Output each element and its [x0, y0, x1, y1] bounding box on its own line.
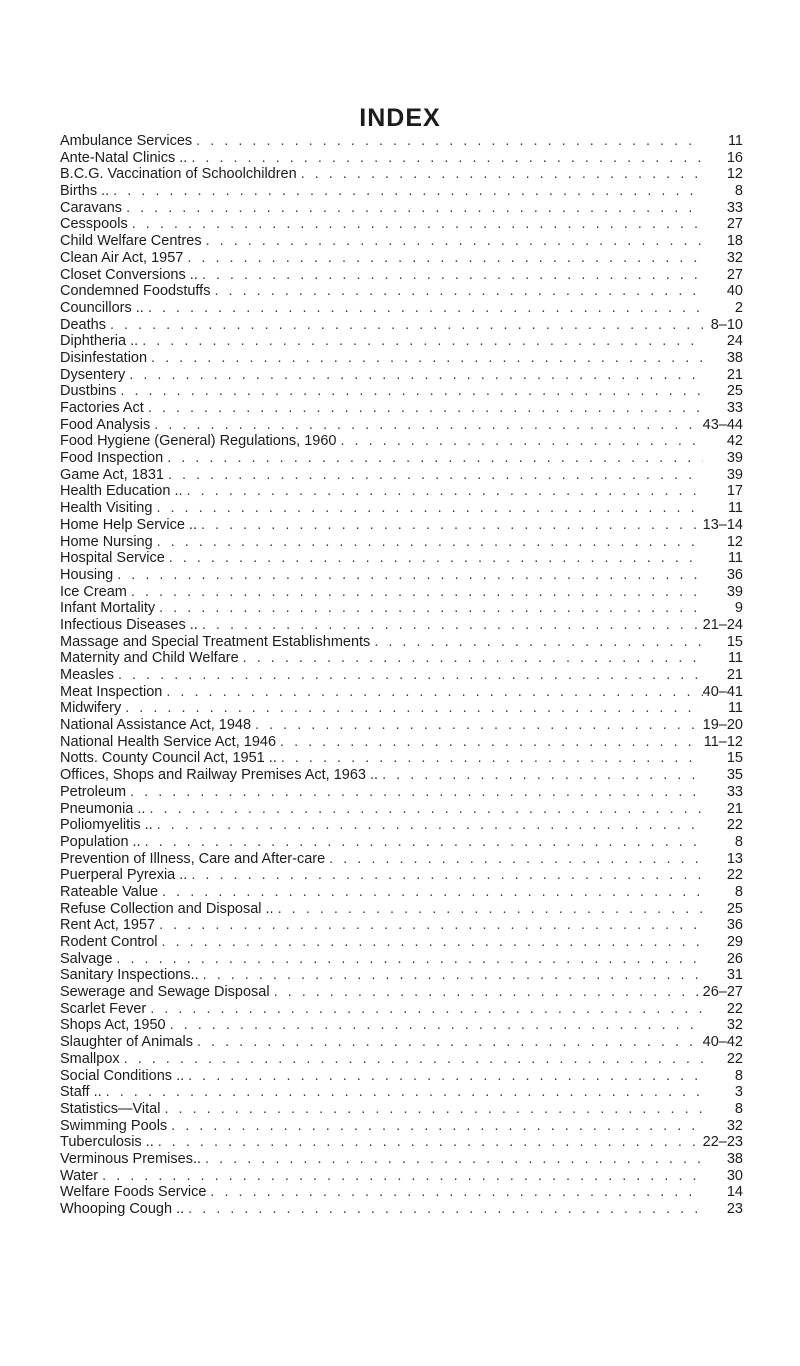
index-entry — [60, 233, 743, 250]
index-entry-page: 12 — [726, 166, 743, 183]
dot-leader — [109, 183, 703, 200]
index-entry-label: Whooping Cough .. — [60, 1201, 185, 1217]
index-entry-label: Child Welfare Centres — [60, 233, 202, 250]
dot-leader — [197, 517, 703, 534]
index-entry — [60, 400, 743, 417]
dot-leader — [210, 283, 703, 300]
index-entry-page: 32 — [726, 249, 743, 266]
index-entry — [60, 700, 743, 717]
index-entry — [60, 750, 743, 767]
index-entry-label: Measles — [60, 667, 114, 683]
index-entry — [60, 917, 743, 934]
index-entry-page: 22 — [726, 867, 743, 884]
index-entry-page: 22 — [726, 1000, 743, 1017]
index-entry-label: Food Inspection — [60, 450, 164, 467]
dot-leader — [193, 1034, 703, 1051]
dot-leader — [370, 634, 703, 651]
index-entry-label: Home Help Service .. — [60, 516, 197, 533]
index-entry-label: Shops Act, 1950 — [60, 1017, 166, 1034]
index-entry-page: 24 — [726, 333, 743, 350]
dot-leader — [198, 617, 703, 634]
index-entry — [60, 834, 743, 851]
dot-leader — [183, 483, 703, 500]
index-entry-label: Condemned Foodstuffs — [60, 283, 211, 300]
index-entry-label: Home Nursing — [60, 533, 153, 550]
dot-leader — [154, 1134, 703, 1151]
index-entry-label: Swimming Pools — [60, 1117, 168, 1134]
index-entry-label: Ambulance Services — [60, 133, 193, 149]
index-entry — [60, 667, 743, 684]
index-entry — [60, 1201, 743, 1218]
index-entry — [60, 534, 743, 551]
index-entry — [60, 517, 743, 534]
index-entry — [60, 967, 743, 984]
index-entry — [60, 500, 743, 517]
dot-leader — [120, 1051, 703, 1068]
index-entry-label: Maternity and Child Welfare — [60, 650, 239, 667]
index-entry-label: Infant Mortality — [60, 600, 156, 617]
index-entry — [60, 467, 743, 484]
index-entry-label: Notts. County Council Act, 1951 .. — [60, 750, 277, 767]
index-entry-page: 11 — [727, 550, 743, 567]
index-entry — [60, 884, 743, 901]
index-entry-page: 38 — [726, 1150, 743, 1167]
dot-leader — [199, 967, 703, 984]
index-entry-page: 15 — [726, 633, 743, 650]
index-entry-page: 39 — [726, 583, 743, 600]
index-entry-page: 33 — [726, 199, 743, 216]
index-entry-label: Rodent Control — [60, 934, 158, 950]
index-entry — [60, 200, 743, 217]
index-entry — [60, 433, 743, 450]
dot-leader — [165, 550, 703, 567]
index-entry-label: Water — [60, 1167, 99, 1184]
index-entry-label: Closet Conversions .. — [60, 266, 198, 283]
dot-leader — [336, 433, 703, 450]
index-entry — [60, 1034, 743, 1051]
index-entry — [60, 784, 743, 801]
index-entry — [60, 951, 743, 968]
dot-leader — [378, 767, 703, 784]
dot-leader — [206, 1184, 703, 1201]
dot-leader — [276, 734, 703, 751]
index-entry-label: Staff .. — [60, 1084, 102, 1101]
index-entry — [60, 1134, 743, 1151]
dot-leader — [251, 717, 703, 734]
index-entry-label: Social Conditions .. — [60, 1067, 185, 1084]
index-entry — [60, 1168, 743, 1185]
dot-leader — [325, 851, 703, 868]
index-entry — [60, 317, 743, 334]
dot-leader — [138, 333, 703, 350]
dot-leader — [155, 917, 703, 934]
index-entry-label: Councillors .. — [60, 299, 144, 316]
index-entry-page: 27 — [726, 216, 743, 233]
dot-leader — [183, 250, 703, 267]
index-entry — [60, 1084, 743, 1101]
index-entry-page: 22–23 — [702, 1134, 743, 1151]
index-entry-page: 8 — [734, 883, 743, 900]
index-entry-page: 26 — [726, 950, 743, 967]
index-entry-page: 8–10 — [710, 316, 743, 333]
index-entry — [60, 1001, 743, 1018]
index-entry-page: 21–24 — [702, 616, 743, 633]
index-entry — [60, 717, 743, 734]
index-entry-page: 11 — [727, 700, 743, 717]
index-entry-page: 36 — [726, 917, 743, 934]
index-entry-page: 40–41 — [702, 683, 743, 700]
index-entry — [60, 934, 743, 951]
index-entry-page: 22 — [726, 1050, 743, 1067]
dot-leader — [147, 350, 703, 367]
index-entry-label: Births .. — [60, 183, 110, 200]
index-entry-label: Deaths — [60, 316, 106, 333]
dot-leader — [150, 417, 702, 434]
index-entry-label: Infectious Diseases .. — [60, 616, 198, 633]
dot-leader — [187, 150, 703, 167]
index-entry-label: Clean Air Act, 1957 — [60, 249, 184, 266]
index-entry-label: Petroleum — [60, 783, 127, 800]
index-entry — [60, 901, 743, 918]
index-entry — [60, 483, 743, 500]
index-entry — [60, 684, 743, 701]
dot-leader — [126, 784, 703, 801]
index-entry-page: 32 — [726, 1017, 743, 1034]
index-entry — [60, 634, 743, 651]
index-entry — [60, 734, 743, 751]
dot-leader — [239, 650, 703, 667]
index-entry-label: Pneumonia .. — [60, 800, 146, 817]
dot-leader — [198, 267, 703, 284]
dot-leader — [98, 1168, 703, 1185]
index-entry-page: 19–20 — [702, 717, 743, 734]
dot-leader — [153, 817, 703, 834]
index-entry-label: Dysentery — [60, 366, 126, 383]
index-entry — [60, 817, 743, 834]
index-entry-page: 33 — [726, 400, 743, 416]
dot-leader — [125, 367, 703, 384]
index-entry — [60, 617, 743, 634]
index-entry — [60, 166, 743, 183]
dot-leader — [127, 584, 703, 601]
index-entry-label: Puerperal Pyrexia .. — [60, 867, 188, 884]
dot-leader — [102, 1084, 703, 1101]
index-entry-label: Sanitary Inspections.. — [60, 967, 199, 984]
index-entry-label: National Assistance Act, 1948 — [60, 717, 252, 734]
index-entry-page: 35 — [726, 767, 743, 784]
index-entry — [60, 350, 743, 367]
index-entry-label: Sewerage and Sewage Disposal — [60, 984, 270, 1001]
index-entry — [60, 600, 743, 617]
dot-leader — [146, 1001, 703, 1018]
index-entry-label: Dustbins — [60, 383, 117, 400]
index-entry-page: 12 — [726, 533, 743, 550]
index-entry — [60, 283, 743, 300]
dot-leader — [152, 500, 703, 517]
index-entry — [60, 851, 743, 868]
index-entry — [60, 450, 743, 467]
index-entry — [60, 183, 743, 200]
index-entry-page: 16 — [726, 149, 743, 166]
index-entry-label: Health Visiting — [60, 500, 153, 517]
index-entry-label: B.C.G. Vaccination of Schoolchildren — [60, 166, 297, 183]
index-entry-page: 21 — [726, 800, 743, 817]
index-entry-page: 8 — [734, 1100, 743, 1117]
index-entry-label: Game Act, 1831 — [60, 466, 164, 483]
index-entry — [60, 767, 743, 784]
index-entry-label: Statistics—Vital — [60, 1100, 161, 1117]
dot-leader — [187, 867, 703, 884]
index-entry — [60, 650, 743, 667]
index-entry-page: 25 — [726, 900, 743, 917]
index-entry — [60, 267, 743, 284]
index-entry-page: 22 — [726, 817, 743, 834]
index-entry-page: 40–42 — [702, 1034, 743, 1051]
index-entry-label: Midwifery — [60, 700, 122, 717]
index-entry — [60, 1017, 743, 1034]
dot-leader — [274, 901, 703, 918]
dot-leader — [184, 1068, 703, 1085]
index-entry-label: Verminous Premises.. — [60, 1150, 202, 1167]
index-entry-page: 17 — [726, 483, 743, 500]
index-entry — [60, 150, 743, 167]
dot-leader — [121, 700, 703, 717]
index-entry-label: Health Education .. — [60, 483, 183, 500]
index-entry-page: 21 — [726, 366, 743, 383]
index-entry — [60, 383, 743, 400]
index-entry-page: 43–44 — [702, 416, 743, 433]
dot-leader — [270, 984, 703, 1001]
index-entry-page: 2 — [734, 299, 743, 316]
index-entry-page: 27 — [726, 266, 743, 283]
dot-leader — [201, 1151, 703, 1168]
index-entry-label: Salvage — [60, 950, 113, 967]
index-entry-page: 13–14 — [702, 516, 743, 533]
dot-leader — [164, 467, 703, 484]
index-entry — [60, 550, 743, 567]
dot-leader — [202, 233, 703, 250]
index-entry-page: 21 — [726, 667, 743, 683]
index-list — [60, 133, 743, 1218]
index-entry-label: National Health Service Act, 1946 — [60, 733, 277, 750]
index-entry-label: Poliomyelitis .. — [60, 817, 153, 834]
index-entry-label: Smallpox — [60, 1050, 120, 1067]
index-entry-label: Scarlet Fever — [60, 1000, 147, 1017]
index-entry-label: Diphtheria .. — [60, 333, 139, 350]
dot-leader — [297, 166, 703, 183]
index-entry — [60, 1184, 743, 1201]
index-entry-page: 3 — [734, 1084, 743, 1101]
index-entry-label: Slaughter of Animals — [60, 1034, 193, 1051]
index-entry — [60, 417, 743, 434]
index-entry-label: Ice Cream — [60, 583, 127, 600]
page-title: INDEX — [359, 103, 441, 132]
index-entry-page: 11 — [727, 133, 743, 149]
index-entry-page: 13 — [726, 850, 743, 867]
index-entry — [60, 567, 743, 584]
index-entry-label: Offices, Shops and Railway Premises Act, 1963 .. — [60, 767, 379, 784]
dot-leader — [166, 1017, 703, 1034]
dot-leader — [277, 750, 703, 767]
dot-leader — [162, 684, 702, 701]
index-entry — [60, 1118, 743, 1135]
dot-leader — [163, 450, 703, 467]
index-entry-label: Housing — [60, 566, 114, 583]
index-entry-page: 38 — [726, 349, 743, 366]
index-entry-page: 11 — [727, 500, 743, 517]
index-entry-page: 14 — [726, 1184, 743, 1201]
index-entry-page: 25 — [726, 383, 743, 400]
index-entry-page: 31 — [726, 967, 743, 984]
index-entry — [60, 584, 743, 601]
index-entry-page: 30 — [726, 1167, 743, 1184]
index-entry-page: 23 — [726, 1201, 743, 1217]
index-entry-label: Cesspools — [60, 216, 128, 233]
index-entry — [60, 300, 743, 317]
index-entry-page: 39 — [726, 450, 743, 467]
index-entry-label: Rent Act, 1957 — [60, 917, 156, 934]
index-entry-page: 29 — [726, 934, 743, 950]
dot-leader — [116, 383, 703, 400]
index-entry-label: Refuse Collection and Disposal .. — [60, 900, 274, 917]
index-entry-page: 32 — [726, 1117, 743, 1134]
index-entry — [60, 367, 743, 384]
index-entry-page: 33 — [726, 783, 743, 800]
dot-leader — [158, 884, 703, 901]
dot-leader — [155, 600, 703, 617]
dot-leader — [167, 1118, 703, 1135]
index-entry-label: Hospital Service — [60, 550, 165, 567]
index-entry-label: Food Analysis — [60, 416, 151, 433]
index-entry-page: 36 — [726, 566, 743, 583]
index-entry-label: Prevention of Illness, Care and After-care — [60, 850, 326, 867]
dot-leader — [106, 317, 703, 334]
index-entry-page: 8 — [734, 833, 743, 850]
dot-leader — [184, 1201, 703, 1218]
index-entry-label: Food Hygiene (General) Regulations, 1960 — [60, 433, 337, 450]
dot-leader — [158, 934, 703, 951]
dot-leader — [192, 133, 703, 150]
index-entry — [60, 216, 743, 233]
index-entry — [60, 250, 743, 267]
index-entry-label: Disinfestation — [60, 349, 148, 366]
index-entry-page: 11–12 — [703, 733, 743, 750]
index-entry-page: 39 — [726, 466, 743, 483]
dot-leader — [144, 400, 703, 417]
index-entry-page: 40 — [726, 283, 743, 300]
index-entry-label: Tuberculosis .. — [60, 1134, 154, 1151]
dot-leader — [113, 567, 703, 584]
index-entry — [60, 1101, 743, 1118]
dot-leader — [141, 834, 703, 851]
index-entry-page: 9 — [734, 600, 743, 617]
index-entry-label: Meat Inspection — [60, 683, 163, 700]
index-entry-page: 42 — [726, 433, 743, 450]
index-entry — [60, 1068, 743, 1085]
index-entry — [60, 984, 743, 1001]
dot-leader — [144, 300, 703, 317]
index-entry-label: Factories Act — [60, 400, 144, 416]
dot-leader — [122, 200, 703, 217]
index-entry-label: Population .. — [60, 833, 141, 850]
dot-leader — [114, 667, 703, 684]
index-entry-page: 8 — [734, 183, 743, 200]
index-entry-label: Caravans — [60, 199, 123, 216]
dot-leader — [145, 801, 703, 818]
index-entry-label: Ante-Natal Clinics .. — [60, 149, 188, 166]
index-entry — [60, 867, 743, 884]
dot-leader — [128, 216, 703, 233]
index-entry-page: 11 — [727, 650, 743, 667]
index-entry — [60, 133, 743, 150]
index-entry-page: 18 — [726, 233, 743, 250]
dot-leader — [112, 951, 703, 968]
index-entry — [60, 1051, 743, 1068]
index-entry-label: Rateable Value — [60, 883, 159, 900]
dot-leader — [153, 534, 703, 551]
index-entry-page: 15 — [726, 750, 743, 767]
index-entry-label: Welfare Foods Service — [60, 1184, 207, 1201]
index-entry-label: Massage and Special Treatment Establishments — [60, 633, 371, 650]
index-entry-page: 8 — [734, 1067, 743, 1084]
dot-leader — [160, 1101, 703, 1118]
index-entry — [60, 1151, 743, 1168]
index-entry — [60, 801, 743, 818]
index-entry — [60, 333, 743, 350]
index-entry-page: 26–27 — [702, 984, 743, 1001]
